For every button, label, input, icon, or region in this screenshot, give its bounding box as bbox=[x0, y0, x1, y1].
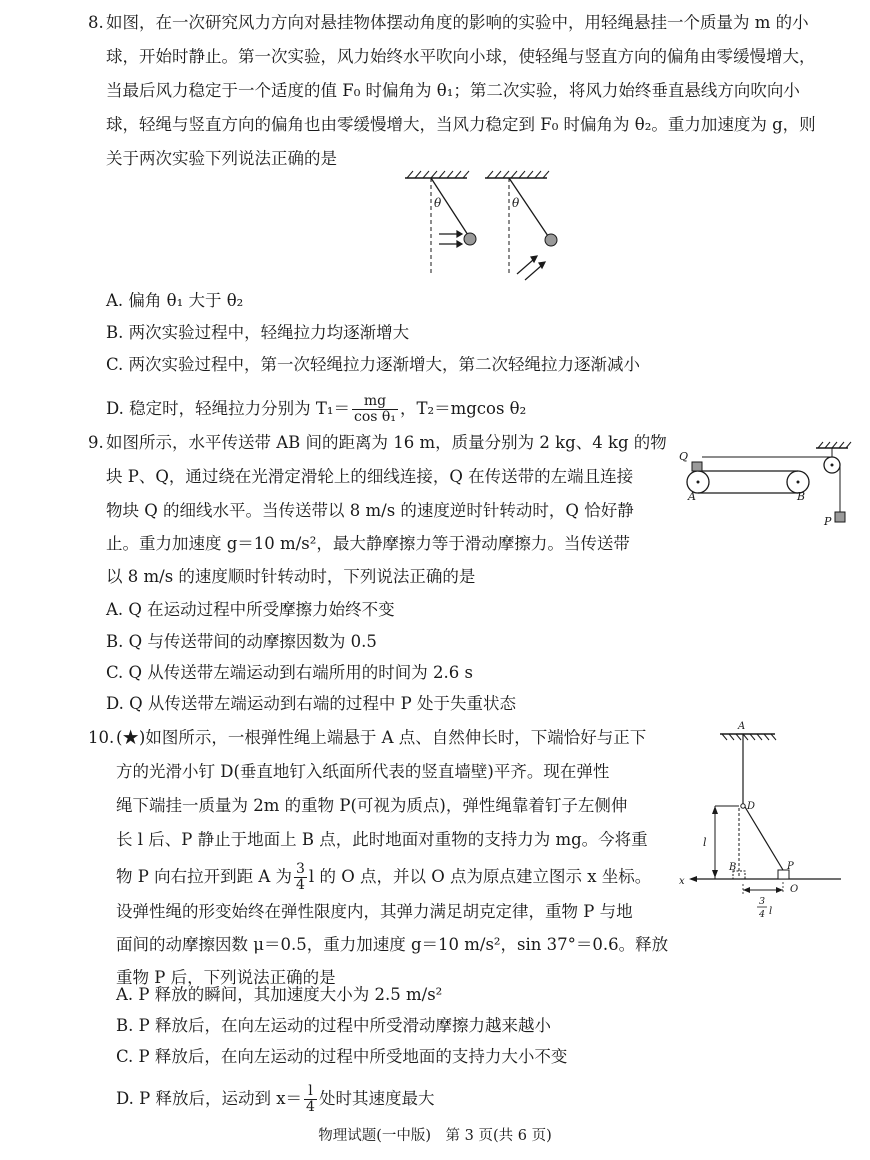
x-axis-label: x bbox=[679, 876, 685, 887]
question-text: (★)如图所示，一根弹性绳上端悬于 A 点、自然伸长时，下端恰好与正下 bbox=[116, 728, 647, 747]
question-text: 长 l 后、P 静止于地面上 B 点，此时地面对重物的支持力为 mg。今将重 bbox=[116, 830, 648, 849]
p-label: P bbox=[824, 515, 832, 528]
option-c: C. Q 从传送带左端运动到右端所用的时间为 2.6 s bbox=[106, 663, 473, 682]
question-text bbox=[116, 862, 651, 893]
option-b: B. Q 与传送带间的动摩擦因数为 0.5 bbox=[106, 632, 377, 651]
question-text: 当最后风力稳定于一个适度的值 F₀ 时偏角为 θ₁；第二次实验，将风力始终垂直悬线方向吹向小 bbox=[106, 81, 800, 100]
question-text: 重物 P 后，下列说法正确的是 bbox=[116, 968, 336, 987]
option-a: A. P 释放的瞬间，其加速度大小为 2.5 m/s² bbox=[116, 985, 443, 1004]
page-footer: 物理试题(一中版) 第 3 页(共 6 页) bbox=[318, 1128, 552, 1144]
fraction-numerator: mg bbox=[352, 394, 398, 410]
option-d: D. Q 从传送带左端运动到右端的过程中 P 处于失重状态 bbox=[106, 694, 516, 713]
question-text: 止。重力加速度 g＝10 m/s²，最大静摩擦力等于滑动摩擦力。当传送带 bbox=[106, 534, 630, 553]
option-c: C. P 释放后，在向左运动的过程中所受地面的支持力大小不变 bbox=[116, 1047, 568, 1066]
fraction bbox=[294, 862, 307, 893]
question-text: 块 P、Q，通过绕在光滑定滑轮上的细线连接，Q 在传送带的左端且连接 bbox=[106, 467, 634, 486]
question-text: 方的光滑小钉 D(垂直地钉入纸面所代表的竖直墙壁)平齐。现在弹性 bbox=[116, 762, 610, 781]
question-text: 球，轻绳与竖直方向的偏角也由零缓慢增大，当风力稳定到 F₀ 时偏角为 θ₂。重力加速度为 g，则 bbox=[106, 115, 816, 134]
theta-2-label: θ bbox=[512, 196, 520, 210]
question-text: 如图，在一次研究风力方向对悬挂物体摆动角度的影响的实验中，用轻绳悬挂一个质量为 m 的小 bbox=[106, 13, 809, 32]
pendulum-diagram bbox=[395, 168, 575, 283]
b-label: B bbox=[729, 862, 737, 873]
question-text: 设弹性绳的形变始终在弹性限度内，其弹力满足胡克定律，重物 P 与地 bbox=[116, 902, 633, 921]
option-d-suffix: ，T₂＝mgcos θ₂ bbox=[399, 399, 527, 418]
option-d bbox=[106, 394, 526, 425]
option-c: C. 两次实验过程中，第一次轻绳拉力逐渐增大，第二次轻绳拉力逐渐减小 bbox=[106, 355, 641, 374]
conveyor-diagram bbox=[678, 440, 853, 540]
option-b: B. 两次实验过程中，轻绳拉力均逐渐增大 bbox=[106, 323, 410, 342]
elastic-rope-diagram bbox=[675, 718, 850, 933]
l-label: l bbox=[703, 836, 707, 849]
question-text: 面间的动摩擦因数 μ＝0.5，重力加速度 g＝10 m/s²，sin 37°＝0.6。释放 bbox=[116, 935, 669, 954]
fraction-numerator: l bbox=[304, 1084, 317, 1100]
d-label: D bbox=[747, 801, 756, 812]
fraction-denominator: cos θ₁ bbox=[354, 409, 396, 425]
p-label: P bbox=[787, 861, 794, 872]
fraction-denominator: 4 bbox=[296, 877, 305, 893]
question-number: 8. bbox=[88, 13, 104, 32]
fraction bbox=[352, 394, 398, 425]
question-text: 以 8 m/s 的速度顺时针转动时，下列说法正确的是 bbox=[106, 567, 476, 586]
theta-1-label: θ bbox=[434, 196, 442, 210]
option-d-prefix: D. P 释放后，运动到 x＝ bbox=[116, 1089, 303, 1108]
question-text: 关于两次实验下列说法正确的是 bbox=[106, 149, 337, 168]
option-d-prefix: D. 稳定时，轻绳拉力分别为 T₁＝ bbox=[106, 399, 350, 418]
question-text: 球，开始时静止。第一次实验，风力始终水平吹向小球，使轻绳与竖直方向的偏角由零缓慢增大， bbox=[106, 47, 816, 66]
dimension-l: l bbox=[769, 906, 773, 917]
question-number: 10. bbox=[88, 728, 115, 747]
fraction bbox=[304, 1084, 317, 1115]
option-a: A. 偏角 θ₁ 大于 θ₂ bbox=[106, 291, 244, 310]
question-text: 如图所示，水平传送带 AB 间的距离为 16 m，质量分别为 2 kg、4 kg 的物 bbox=[106, 433, 667, 452]
question-text: 绳下端挂一质量为 2m 的重物 P(可视为质点)，弹性绳靠着钉子左侧伸 bbox=[116, 796, 628, 815]
b-label: B bbox=[797, 490, 806, 503]
question-text: 物块 Q 的细线水平。当传送带以 8 m/s 的速度逆时针转动时，Q 恰好静 bbox=[106, 501, 634, 520]
option-d bbox=[116, 1084, 434, 1115]
option-a: A. Q 在运动过程中所受摩擦力始终不变 bbox=[106, 600, 395, 619]
dimension-denominator: 4 bbox=[759, 909, 766, 920]
question-number: 9. bbox=[88, 433, 104, 452]
fraction-denominator: 4 bbox=[306, 1099, 315, 1115]
dimension-numerator: 3 bbox=[759, 896, 766, 907]
a-label: A bbox=[688, 490, 696, 503]
text-segment: 物 P 向右拉开到距 A 为 bbox=[116, 867, 292, 886]
q-label: Q bbox=[679, 450, 689, 463]
fraction-numerator: 3 bbox=[296, 861, 305, 877]
text-segment: l 的 O 点，并以 O 点为原点建立图示 x 坐标。 bbox=[308, 867, 652, 886]
option-d-suffix: 处时其速度最大 bbox=[318, 1089, 435, 1108]
a-label: A bbox=[738, 721, 746, 732]
option-b: B. P 释放后，在向左运动的过程中所受滑动摩擦力越来越小 bbox=[116, 1016, 551, 1035]
o-label: O bbox=[790, 884, 799, 895]
